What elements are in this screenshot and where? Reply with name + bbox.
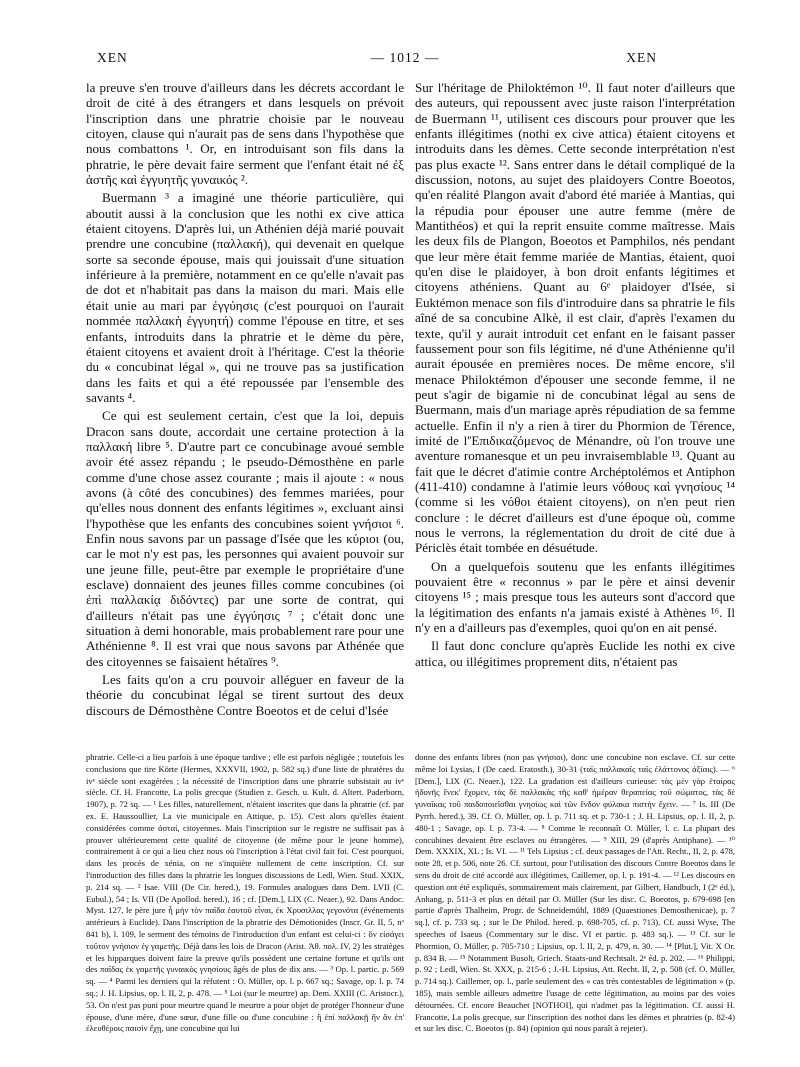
footnote-text: phratrie. Celle-ci a lieu parfois à une époque tardive ; elle est parfois négligée ; toutefois les conclusions que tire Körte (Hermes, XXXVII, 1902, p. 582 sq.) d'une liste de phratères du ivᵉ siècle sont exagérées ; la nécessité de l'inscription dans une phratrie subsistait au ivᵉ siècle. Cf. H. Francotte, La polis grecque (Studien z. Gesch. u. Kult. d. Altert. Paderborn, 1907), p. 72 sq. — ¹ Les filles, naturellement, n'étaient inscrites que dans la phratrie (cf. par ex. E. Haussoullier, La vie municipale en Attique, p. 15). C'est alors qu'elles étaient considérées comme ἀσταί, citoyennes. Mais l'inscription sur le registre ne suffisait pas à prouver ultérieurement cette qualité de citoyenne (de même pour le jeune homme), contrairement à ce qui a lieu chez nous où l'inscription à l'état civil fait foi. C'est pourquoi, dans les procès de xénia, on ne s'inquiète nullement de cette inscription. Cf. sur l'introduction des filles dans la phratrie les longues discussions de Ledl, Wien. Stud. XXIX, p. 214 sq. — ² Isae. VIII (De Cir. hered.), 19. Formules analogues dans Dem. LVII (C. Eubul.), 54 ; Is. VII (De Apollod. hered.), 16 ; cf. [Dem.], LIX (C. Neaer.), 92. Dans Andoc. Myst. 127, le père jure ἦ μὴν τὸν παῖδα ἑαυτοῦ εἶναι, ἐκ Χρυσιλλας γεγονότα (événements antérieurs à Euclide). Dans l'inscription de la phratrie des Démotionides (Inscr. Gr. II, 5, nᵒ 841 b), l. 109, le serment des témoins de l'introduction d'un enfant est celui-ci : ὃν εἰσάγει τοῦτον γνήσιον ἐγ γαμετῆς. Déjà dans les lois de Dracon (Arist. Ἀθ. πολ. IV, 2) les stratèges et les hipparques doivent faire la preuve qu'ils possèdent une certaine fortune et qu'ils ont des παῖδας ἐκ γαμετῆς γυναικὸς γνησίους âgés de plus de dix ans. — ³ Op. l. partic. p. 569 sq. — ⁴ Parmi les derniers qui la réfutent : O. Müller, op. l. p. 667 sq.; Savage, op. l. p. 74 sq.; J. H. Lipsius, op. l. II, 2, p. 478. — ⁵ Loi (sur le meurtre) ap. Dem. XXIII (C. Aristocr.), 53. On n'est pas puni pour meurtre quand le meurtre a pour objet de protéger l'honneur d'une épouse, d'une mère, d'une sœur, d'une fille ou d'une concubine : ἢ ἐπὶ παλλακῇ ἣν ἂν ἐπ' ἐλευθέροις παισὶν ἔχῃ, une concubine qui lui <box>86 752 404 1034</box>
footnotes-right <box>415 752 735 1035</box>
paragraph: la preuve s'en trouve d'ailleurs dans les décrets accordant le droit de cité à des étrangers et dans lesquels on prévoit l'inscription dans une phratrie choisie par le nouveau citoyen, clause qui n'aurait pas de sens dans l'hypothèse que nous combattons ¹. Or, en introduisant son fils dans la phratrie, le père devait faire serment que l'enfant était né ἐξ ἀστῆς καὶ ἐγγυητῆς γυναικός ². <box>86 80 404 188</box>
right-column <box>415 80 735 669</box>
paragraph: Buermann ³ a imaginé une théorie particulière, qui aboutit aussi à la conclusion que les nothi ex cive attica étaient citoyens. D'après lui, un Athénien déjà marié pouvait prendre une concubine (παλλακή), qui devenait en quelque sorte sa seconde épouse, mais qui jouissait d'une situation inférieure à la première, notamment en ce qu'elle n'avait pas de dot et n'habitait pas dans la maison du mari. Mais elle était unie au mari par ἐγγύησις (c'est pourquoi on l'aurait nommée παλλακὴ ἐγγυητή) comme l'épouse en titre, et ses enfants, introduits dans la phratrie et le dème du père, étaient citoyens et avaient droit à l'héritage. C'est la théorie du « concubinat légal », qui ne trouve pas sa justification dans les faits et qui a été repoussée par l'ensemble des savants ⁴. <box>86 190 404 405</box>
paragraph: Ce qui est seulement certain, c'est que la loi, depuis Dracon sans doute, accordait une certaine protection à la παλλακή libre ⁵. D'autre part ce concubinage avoué semble avoir été assez répandu ; le pseudo-Démosthène en parle comme d'une chose assez courante ; mais il ajoute : « nous avons (à côté des concubines) des femmes mariées, pour qu'elles nous donnent des enfants légitimes », excluant ainsi l'hypothèse que les enfants des concubines soient γνήσιοι ⁶. Enfin nous savons par un passage d'Isée que les κύριοι (ou, car le mot n'y est pas, les personnes qui avaient pouvoir sur une jeune fille, peut-être par exemple le propriétaire d'une esclave) donnaient des jeunes filles comme concubines (οἱ ἐπὶ παλλακίᾳ διδόντες) par une sorte de contrat, qui d'ailleurs n'était pas une ἐγγύησις ⁷ ; c'était donc une situation à demi honorable, mais probablement rare pour une Athénienne ⁸. Il est vrai que nous savons par Athénée que des citoyennes se faisaient hétaïres ⁹. <box>86 408 404 669</box>
header-left: XEN <box>97 50 128 65</box>
running-header <box>85 50 725 68</box>
header-right: XEN <box>626 50 657 65</box>
page-number: — 1012 — <box>370 50 440 65</box>
paragraph: Les faits qu'on a cru pouvoir alléguer en faveur de la théorie du concubinat légal se tirent surtout des deux discours de Démosthène Contre Boeotos et de celui d'Isée <box>86 672 404 718</box>
paragraph: On a quelquefois soutenu que les enfants illégitimes pouvaient être « reconnus » par le père et ainsi devenir citoyens ¹⁵ ; mais presque tous les auteurs sont d'accord que la légitimation des enfants n'a jamais existé à Athènes ¹⁶. Il n'y en a d'ailleurs pas d'exemples, quoi qu'on en ait pensé. <box>415 558 735 636</box>
paragraph: Il faut donc conclure qu'après Euclide les nothi ex cive attica, ou illégitimes proprement dits, n'étaient pas <box>415 638 735 669</box>
footnote-text: donne des enfants libres (non pas γνήσιοι), donc une concubine non esclave. Cf. sur cette même loi Lysias, I (De caed. Eratosth.), 30-31 (ταῖς παλλακαῖς ταῖς ἐλάττονος ἀξίαις). — ⁶ [Dem.], LIX (C. Neaer.), 122. La gradation est d'ailleurs curieuse: τὰς μὲν γὰρ ἑταίρας ἡδονῆς ἕνεκ' ἔχομεν, τὰς δὲ παλλακὰς τῆς καθ' ἡμέραν θεραπείας τοῦ σώματος, τὰς δὲ γυναῖκας τοῦ παιδοποιεῖσθαι γνησίως καὶ τῶν ἔνδον φύλακα πιστὴν ἔχειν. — ⁷ Is. III (De Pyrrh. hered.), 39. Cf. O. Müller, op. l. p. 711 sq. et p. 730-1 ; J. H. Lipsius, op. l. II, 2, p. 480-1 ; Savage, op. l. p. 73-4. — ⁸ Comme le reconnaît O. Müller, l. c. La plupart des concubines devaient être esclaves ou étrangères. — ⁹ XIII, 29 (d'après Antiphane). — ¹⁰ Dem. XXXIX, XL ; Is. VI. — ¹¹ Tels Lipsius ; cf. deux passages de l'Att. Recht., II, 2, p. 478, note 28, et p. 506, note 26. Cf. surtout, pour l'utilisation des discours Contre Boeotos dans le sens du droit de cité accordé aux illégitimes, Caillemer, op. l. p. 191-4. — ¹² Les discours en question ont été expliqués, sommairement mais clairement, par Gilbert, Handbuch, I (2ᵉ éd.), Anhang, p. 511-3 et plus en détail par O. Müller (Sur les disc. C. Boeotos, p. 679-698 [en partie d'après Thalheim, Progr. de Schneidemühl, 1889 (Quaestiones Demosthenicae), p. 7 sq.], cf. p. 733 sq. ; sur le De Philod. hered. p. 698-705, cf. p. 713). Cf. aussi Wyse, The speeches of Isaeus (Commentary sur le disc. VI et partic. p. 483 sq.). — ¹³ Cf. sur le Phormion, O. Müller, p. 705-710 ; Lipsius, op. l. II, 2, p. 479, n. 30. — ¹⁴ [Plut.], Vit. X Or. p. 834 B. — ¹⁵ Notamment Busolt, Griech. Staats-und Rechtsalt. 2ᵉ éd. p. 202. — ¹⁶ Philippi, p. 92 ; Ledl, Wien. St. XXX, p. 215-6 ; J.-H. Lipsius, Att. Recht. II, 2, p. 508 (cf. O. Müller, p. 714 sq.). Caillemer, op. l., parle seulement des « cas très contestables de légitimation » (p. 185), mais semble ailleurs admettre l'usage de cette légitimation, au moins par des voies détournées. Cf. encore Beauchet [NOTHOI], qui n'admet pas la légitimation. Cf. aussi H. Francotte, La polis grecque, sur l'inscription des nothoi dans les dèmes et phratries (p. 82-4) et sur les disc. C. Boeotos (p. 84) (opinion qui nous paraît à rejeter). <box>415 752 735 1034</box>
left-column <box>86 80 404 718</box>
footnotes-left <box>86 752 404 1035</box>
paragraph: Sur l'héritage de Philoktémon ¹⁰. Il faut noter d'ailleurs que des auteurs, qui repoussent avec juste raison l'interprétation de Buermann ¹¹, utilisent ces discours pour prouver que les enfants illégitimes (nothi ex cive attica) étaient citoyens et introduits dans les dèmes. Cette seconde interprétation n'est pas plus exacte ¹². Sans entrer dans le détail compliqué de la discussion, notons, au sujet des plaidoyers Contre Boeotos, qu'en réalité Plangon avait d'abord été mariée à Mantias, qui la répudia pour épouser une autre femme (mère de Mantithéos) et qui la reprit ensuite comme maîtresse. Mais les deux fils de Plangon, Boeotos et Pamphilos, nés pendant que leur mère était femme mariée de Mantias, étaient, quoi qu'en dise le plaidoyer, à bon droit enfants légitimes et citoyens athéniens. Quant au 6ᵉ plaidoyer d'Isée, si Euktémon menace son fils d'introduire dans sa phratrie le fils aîné de sa concubine Alkè, il est clair, d'après l'examen du texte, qu'il y aurait introduit cet enfant en le faisant passer faussement pour son fils légitime, né d'une Athénienne qu'il aurait épousée en premières noces. De même encore, s'il menace Philoktémon d'épouser une seconde femme, il ne peut s'agir de bigamie ni de concubinat légal au sens de Buermann, mais d'un mariage après répudiation de sa femme actuelle. Enfin il n'y a rien à tirer du Phormion de Térence, imité de l'Ἐπιδικαζόμενος de Ménandre, où l'on trouve une aventure romanesque et un peu invraisemblable ¹³. Quant au fait que le décret d'atimie contre Archéptolémos et Antiphon (411-410) condamne à l'atimie leurs νόθους καὶ γνησίους ¹⁴ (comme si les νόθοι étaient citoyens), on n'en peut rien conclure : le décret d'ailleurs est d'une époque où, comme nous le verrons, la réglementation du droit de cité due à Périclès était tombée en désuétude. <box>415 80 735 556</box>
